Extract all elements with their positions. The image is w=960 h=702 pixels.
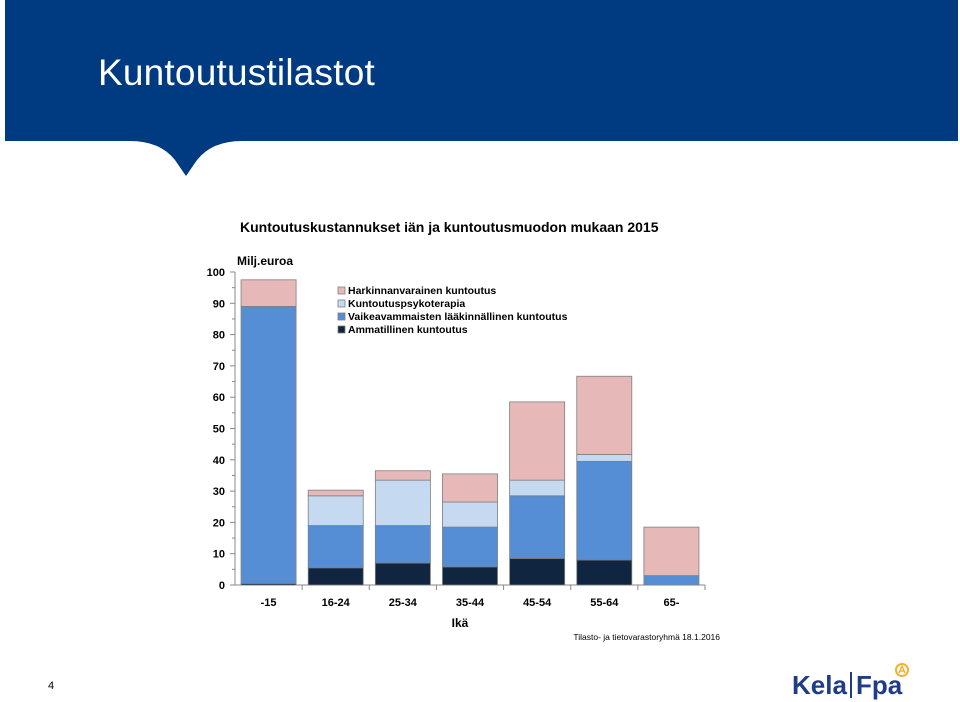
bar-segment — [442, 527, 497, 567]
bar-segment — [442, 474, 497, 502]
y-tick-label: 90 — [212, 298, 225, 311]
bar-segment — [375, 563, 430, 585]
x-axis-label: Ikä — [451, 616, 469, 630]
bar-segment — [442, 567, 497, 585]
chart-title: Kuntoutuskustannukset iän ja kuntoutusmuodon mukaan 2015 — [240, 219, 659, 235]
x-tick-label: 65- — [663, 597, 680, 609]
legend-label: Ammatillinen kuntoutus — [348, 324, 468, 336]
y-axis-label: Milj.euroa — [237, 254, 294, 268]
legend-swatch — [338, 326, 345, 333]
y-tick-label: 40 — [212, 454, 225, 467]
y-tick-label: 20 — [212, 517, 225, 530]
y-tick-label: 70 — [212, 360, 225, 373]
y-tick-label: 100 — [206, 267, 225, 279]
legend-label: Vaikeavammaisten lääkinnällinen kuntoutus — [348, 311, 568, 323]
bar-segment — [442, 502, 497, 527]
bar-segment — [241, 280, 296, 307]
stacked-bar-chart — [190, 210, 750, 650]
legend-label: Kuntoutuspsykoterapia — [348, 298, 466, 310]
y-tick-label: 80 — [212, 329, 225, 342]
y-tick-label: 0 — [218, 580, 225, 592]
slide-title: Kuntoutustilastot — [98, 52, 375, 93]
kela-fpa-logo — [790, 660, 920, 702]
bar-segment — [644, 576, 699, 585]
x-tick-label: 55-64 — [590, 597, 619, 609]
svg-text:Fpa: Fpa — [856, 670, 903, 700]
y-tick-label: 10 — [212, 548, 225, 561]
x-tick-label: 25-34 — [388, 597, 417, 609]
bar-segment — [308, 496, 363, 526]
y-tick-label: 60 — [212, 392, 225, 405]
y-tick-label: 50 — [212, 423, 225, 436]
bar-segment — [577, 454, 632, 461]
bar-segment — [375, 526, 430, 564]
bar-segment — [577, 376, 632, 454]
y-tick-label: 30 — [212, 486, 225, 499]
svg-text:Kela: Kela — [792, 670, 847, 700]
bar-segment — [510, 480, 565, 496]
page-number: 4 — [48, 680, 55, 692]
bar-segment — [577, 560, 632, 585]
source-note: Tilasto- ja tietovarastoryhmä 18.1.2016 — [573, 632, 720, 642]
legend-swatch — [338, 287, 345, 294]
bar-segment — [308, 568, 363, 585]
bar-segment — [375, 480, 430, 525]
x-tick-label: -15 — [260, 597, 277, 609]
bar-segment — [510, 496, 565, 559]
legend-label: Harkinnanvarainen kuntoutus — [348, 285, 497, 297]
x-tick-label: 45-54 — [523, 597, 552, 609]
x-tick-label: 16-24 — [321, 597, 350, 609]
bar-segment — [308, 526, 363, 568]
bar-segment — [375, 471, 430, 480]
bar-segment — [510, 558, 565, 585]
bar-segment — [644, 527, 699, 576]
legend-swatch — [338, 313, 345, 320]
bar-segment — [241, 306, 296, 583]
x-tick-label: 35-44 — [455, 597, 485, 609]
bar-segment — [577, 461, 632, 560]
legend-swatch — [338, 300, 345, 307]
bar-segment — [510, 402, 565, 480]
bar-segment — [308, 490, 363, 496]
